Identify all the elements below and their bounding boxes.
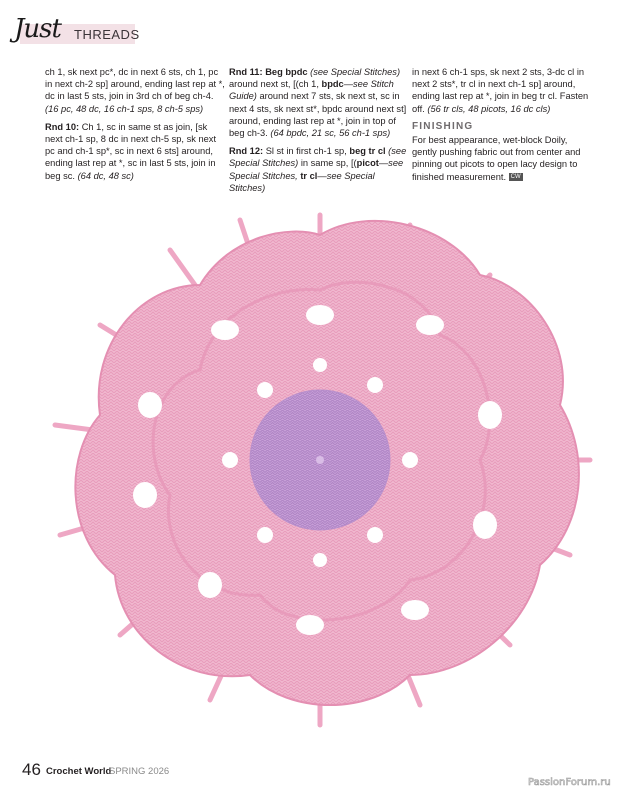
watermark: PassionForum.ru xyxy=(528,777,611,788)
paragraph-rnd9-end: ch 1, sk next pc*, dc in next 6 sts, ch 1, pc in next ch-2 sp] around, ending last rep at *, dc in last 5 sts, join in 3rd ch of beg ch-4. (16 pc, 48 dc, 16 ch-1 sps, 8 ch-5 sps) xyxy=(45,67,225,114)
paragraph-rnd10: Rnd 10: Ch 1, sc in same st as join, [sk next ch-1 sp, 8 dc in next ch-5 sp, sk next pc and ch-1 sp*, sc in next 6 sts] around, ending last rep at *, sc in last 5 sts, join in beg sc. (64 dc, 48 sc) xyxy=(45,121,217,181)
finishing-heading: FINISHING xyxy=(412,120,474,132)
paragraph-finishing: For best appearance, wet-block Doily, gently pushing fabric out from center and pinning out picots to open lacy design to finished measurement. CW xyxy=(412,135,581,182)
stitch-count: (64 dc, 48 sc) xyxy=(77,170,134,181)
text-column-2 xyxy=(229,66,409,200)
round-label: Rnd 12: xyxy=(229,146,264,157)
round-label: Rnd 11: xyxy=(229,67,263,77)
section-logo-title: THREADS xyxy=(74,27,140,42)
end-of-article-icon: CW xyxy=(510,174,521,181)
text-column-1 xyxy=(45,66,225,188)
page-number: 46 xyxy=(22,760,41,779)
round-label: Rnd 10: xyxy=(45,121,80,132)
doily-photo xyxy=(30,195,610,755)
doily-illustration xyxy=(30,195,610,755)
text-column-3 xyxy=(412,66,592,189)
stitch-count: (56 tr cls, 48 picots, 16 dc cls) xyxy=(427,103,551,114)
paragraph-rnd12-end: in next 6 ch-1 sps, sk next 2 sts, 3-dc cl in next 2 sts*, tr cl in next ch-1 sp] around, ending last rep at *, join in beg tr cl. Fasten off. (56 tr cls, 48 picots, 16 dc cls) xyxy=(412,67,589,114)
section-logo-script: Just xyxy=(14,14,61,44)
issue-date: SPRING 2026 xyxy=(109,766,170,777)
magazine-name: Crochet World xyxy=(46,766,112,777)
stitch-count: (64 bpdc, 21 sc, 56 ch-1 sps) xyxy=(270,128,391,139)
paragraph-rnd12: Rnd 12: Sl st in first ch-1 sp, beg tr cl (see Special Stitches) in same sp, [(picot—see Special Stitches, tr cl—see Special Stitches) xyxy=(229,146,407,193)
paragraph-rnd11: Rnd 11: Beg bpdc (see Special Stitches) around next st, [(ch 1, bpdc—see Stitch Guide) around next 7 sts, sk next st, sc in next 4 sts, sk next st*, bpdc around next st] around, ending last rep at *, join in top of beg ch-3. (64 bpdc, 21 sc, 56 ch-1 sps) xyxy=(229,67,407,139)
stitch-count: (16 pc, 48 dc, 16 ch-1 sps, 8 ch-5 sps) xyxy=(45,103,204,114)
